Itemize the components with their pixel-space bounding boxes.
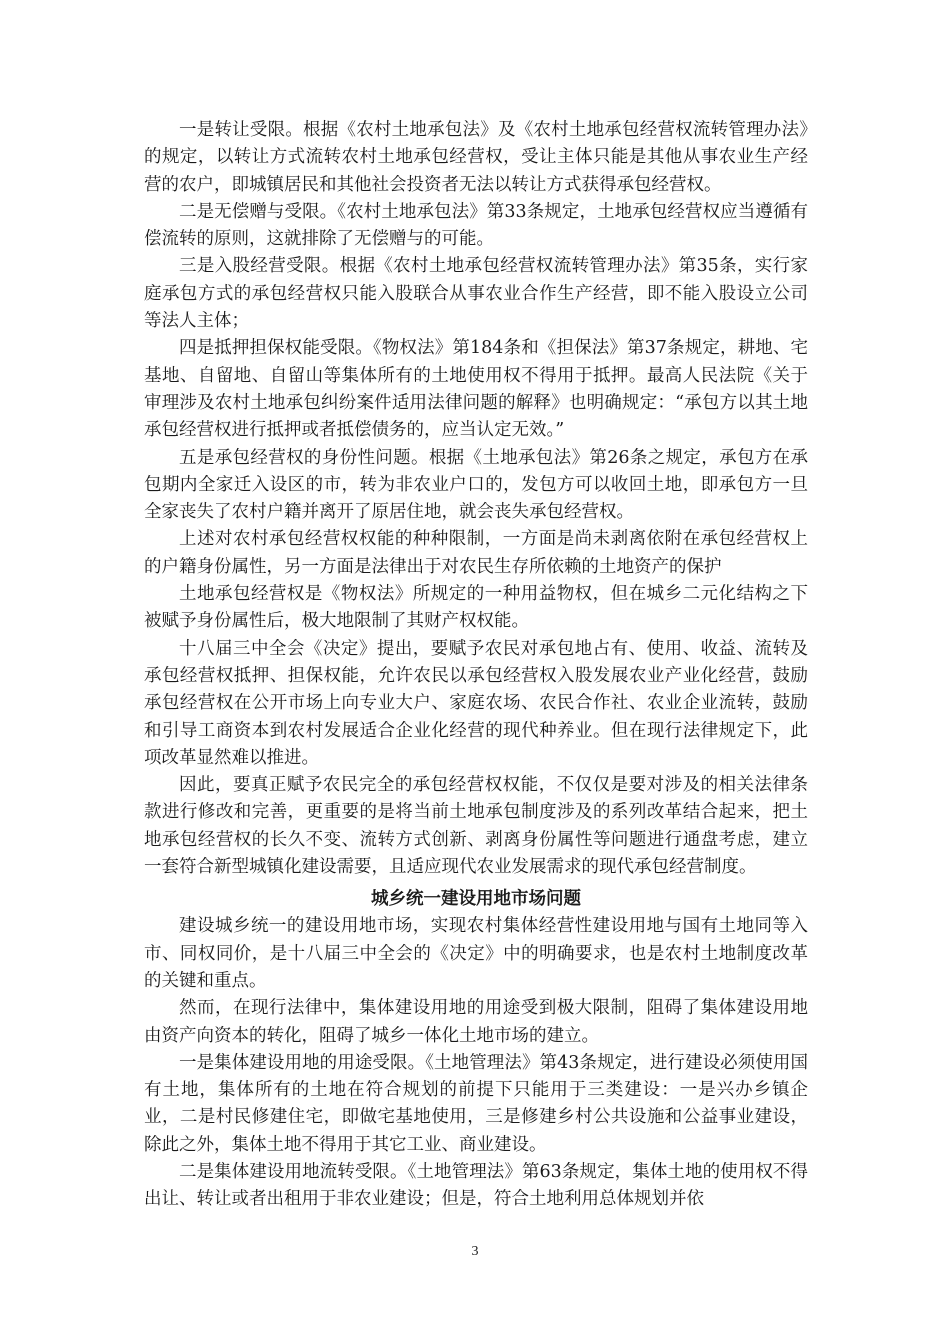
- paragraph-conclusion: 因此，要真正赋予农民完全的承包经营权权能，不仅仅是要对涉及的相关法律条款进行修改和完善，更重要的是将当前土地承包制度涉及的系列改革结合起来，把土地承包经营权的长久不变、流转方式创新、剥离身份属性等问题进行通盘考虑，建立一套符合新型城镇化建设需要，且适应现代农业发展需求的现代承包经营制度。: [144, 775, 808, 878]
- paragraph-mortgage-restriction: 四是抵押担保权能受限。《物权法》第184条和《担保法》第37条规定，耕地、宅基地、自留地、自留山等集体所有的土地使用权不得用于抵押。最高人民法院《关于审理涉及农村土地承包纠纷案件适用法律问题的解释》也明确规定：“承包方以其土地承包经营权进行抵押或者抵偿债务的，应当认定无效。”: [144, 338, 808, 441]
- paragraph-land-transfer-restriction: 二是集体建设用地流转受限。《土地管理法》第63条规定，集体土地的使用权不得出让、转让或者出租用于非农业建设；但是，符合土地利用总体规划并依: [144, 1161, 808, 1210]
- paragraph-share-restriction: 三是入股经营受限。根据《农村土地承包经营权流转管理办法》第35条，实行家庭承包方式的承包经营权只能入股联合从事农业合作生产经营，即不能入股设立公司等法人主体；: [144, 256, 808, 332]
- document-body: [144, 117, 808, 1214]
- page-number: 3: [471, 1244, 479, 1259]
- section-heading: 城乡统一建设用地市场问题: [371, 889, 581, 910]
- paragraph-identity-issue: 五是承包经营权的身份性问题。根据《土地承包法》第26条之规定，承包方在承包期内全家迁入设区的市，转为非农业户口的，发包方可以收回土地，即承包方一旦全家丧失了农村户籍并离开了原居住地，就会丧失承包经营权。: [144, 447, 808, 523]
- paragraph-gift-restriction: 二是无偿赠与受限。《农村土地承包法》第33条规定，土地承包经营权应当遵循有偿流转的原则，这就排除了无偿赠与的可能。: [144, 201, 808, 250]
- paragraph-usufruct-right: 土地承包经营权是《物权法》所规定的一种用益物权，但在城乡二元化结构之下被赋予身份属性后，极大地限制了其财产权权能。: [144, 584, 808, 632]
- paragraph-third-plenum-decision: 十八届三中全会《决定》提出，要赋予农民对承包地占有、使用、收益、流转及承包经营权抵押、担保权能，允许农民以承包经营权入股发展农业产业化经营，鼓励承包经营权在公开市场上向专业大户、家庭农场、农民合作社、农业企业流转，鼓励和引导工商资本到农村发展适合企业化经营的现代种养业。但在现行法律规定下，此项改革显然难以推进。: [144, 638, 808, 768]
- paragraph-current-law-limits: 然而，在现行法律中，集体建设用地的用途受到极大限制，阻碍了集体建设用地由资产向资本的转化，阻碍了城乡一体化土地市场的建立。: [144, 998, 808, 1046]
- paragraph-summary-restrictions: 上述对农村承包经营权权能的种种限制，一方面是尚未剥离依附在承包经营权上的户籍身份属性，另一方面是法律出于对农民生存所依赖的土地资产的保护: [144, 529, 808, 577]
- paragraph-land-use-restriction: 一是集体建设用地的用途受限。《土地管理法》第43条规定，进行建设必须使用国有土地，集体所有的土地在符合规划的前提下只能用于三类建设：一是兴办乡镇企业，二是村民修建住宅，即做宅基地使用，三是修建乡村公共设施和公益事业建设，除此之外，集体土地不得用于其它工业、商业建设。: [144, 1052, 808, 1155]
- paragraph-transfer-restriction: 一是转让受限。根据《农村土地承包法》及《农村土地承包经营权流转管理办法》的规定，以转让方式流转农村土地承包经营权，受让主体只能是其他从事农业生产经营的农户，即城镇居民和其他社会投资者无法以转让方式获得承包经营权。: [144, 120, 808, 195]
- paragraph-unified-market: 建设城乡统一的建设用地市场，实现农村集体经营性建设用地与国有土地同等入市、同权同价，是十八届三中全会的《决定》中的明确要求，也是农村土地制度改革的关键和重点。: [144, 916, 808, 991]
